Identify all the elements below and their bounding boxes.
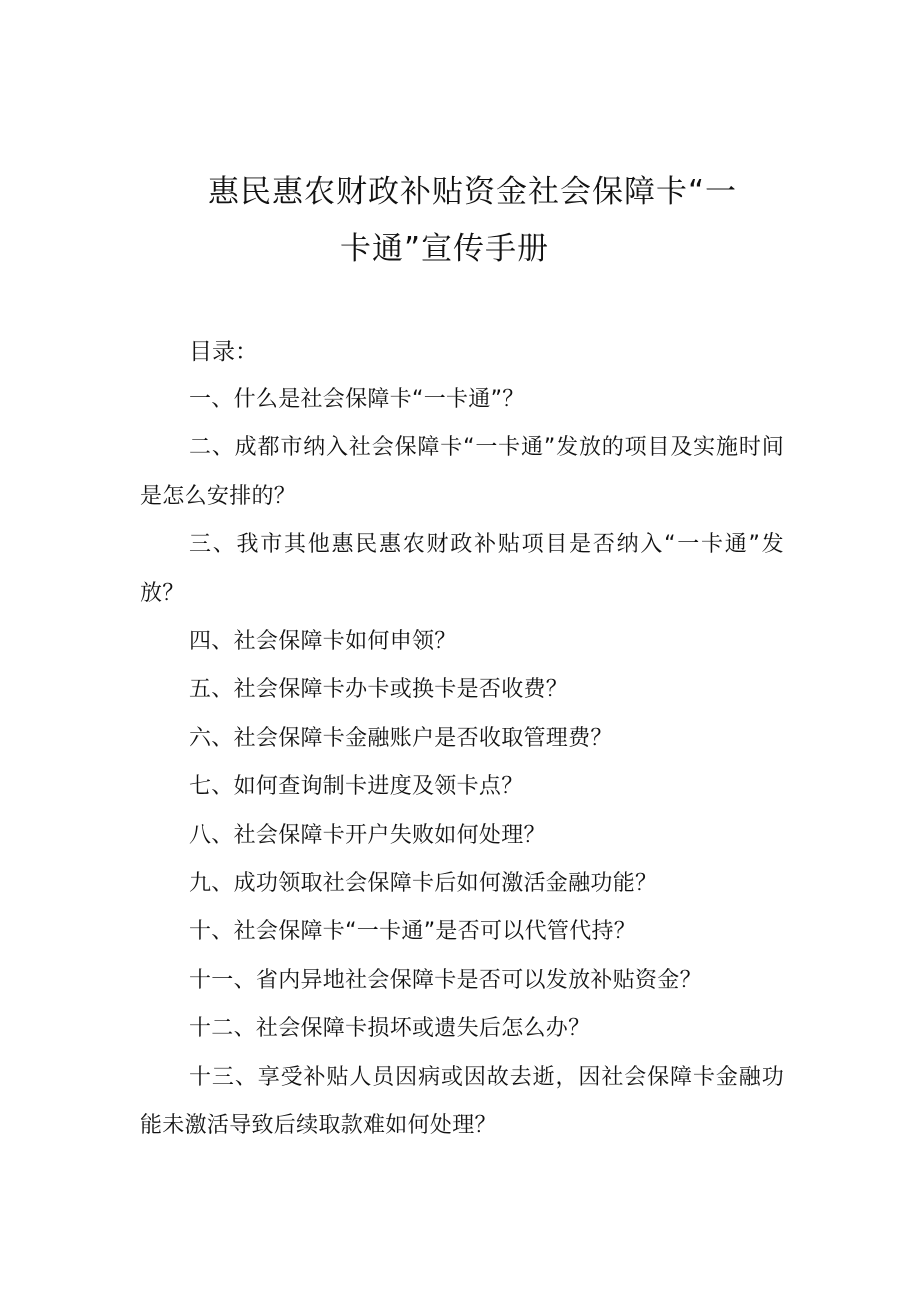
toc-item-3: 三、我市其他惠民惠农财政补贴项目是否纳入“一卡通”发放？: [140, 532, 784, 606]
toc-item-8: 八、社会保障卡开户失败如何处理？: [189, 822, 546, 848]
toc-item-4: 四、社会保障卡如何申领？: [189, 629, 457, 655]
toc-item-10: 十、社会保障卡“一卡通”是否可以代管代持？: [189, 919, 637, 945]
toc-heading: 目录：: [189, 339, 258, 365]
toc-item-9: 九、成功领取社会保障卡后如何激活金融功能？: [189, 871, 658, 897]
toc-item-13: 十三、享受补贴人员因病或因故去逝，因社会保障卡金融功能未激活导致后续取款难如何处理？: [140, 1064, 784, 1139]
toc-item-1: 一、什么是社会保障卡“一卡通”？: [189, 387, 525, 412]
document-title-line-1: 惠民惠农财政补贴资金社会保障卡“一: [208, 174, 738, 210]
toc-item-7: 七、如何查询制卡进度及领卡点？: [189, 774, 524, 800]
toc-item-12: 十二、社会保障卡损坏或遗失后怎么办？: [189, 1016, 591, 1042]
document-title-line-2: 卡通”宣传手册: [340, 231, 550, 267]
table-of-contents: [140, 328, 784, 1151]
toc-item-6: 六、社会保障卡金融账户是否收取管理费？: [189, 725, 613, 751]
toc-item-5: 五、社会保障卡办卡或换卡是否收费？: [189, 677, 569, 703]
toc-item-2: 二、成都市纳入社会保障卡“一卡通”发放的项目及实施时间是怎么安排的？: [140, 435, 784, 509]
toc-item-11: 十一、省内异地社会保障卡是否可以发放补贴资金？: [189, 967, 702, 993]
